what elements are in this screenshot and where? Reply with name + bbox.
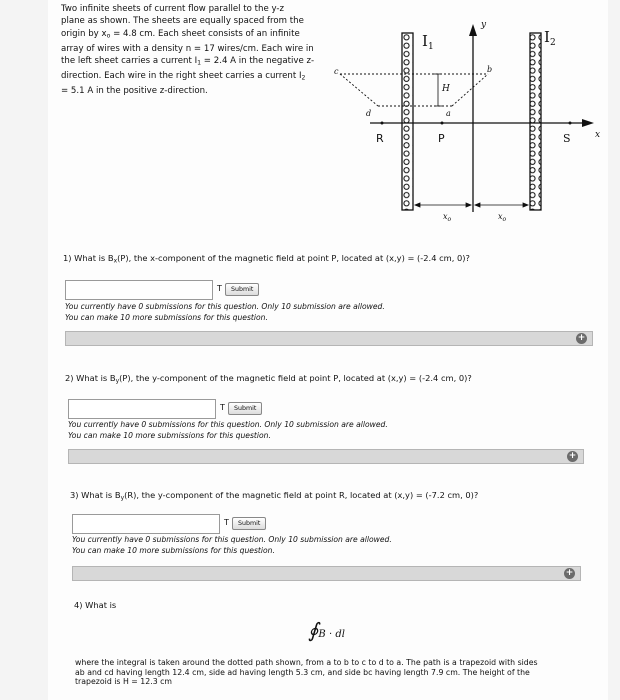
question-1-submission-note: [65, 301, 385, 323]
question-2-text: [65, 373, 472, 384]
subscript: y: [115, 377, 120, 385]
subscript: o: [106, 32, 111, 40]
point-r-marker: [381, 122, 384, 125]
dot-symbol: ·: [325, 629, 336, 640]
intro-line: = 4.8 cm. Each sheet consists of an infinite: [110, 28, 300, 39]
corner-c-label: c: [334, 67, 339, 76]
x-axis-label: x: [595, 130, 601, 140]
submission-note-line: You currently have 0 submissions for this question. Only 10 submission are allowed.: [68, 420, 388, 429]
current-sheets-diagram: [330, 0, 620, 230]
y-axis-arrow: [469, 24, 477, 36]
xo-left-label: $x_o$: [443, 212, 452, 223]
subscript: 1: [197, 59, 202, 67]
problem-statement: [61, 3, 331, 97]
path-element-symbol: dl: [335, 629, 345, 640]
question-text: 2) What is B: [65, 373, 116, 383]
unit-label: T: [224, 518, 229, 527]
question-1-answer-input[interactable]: [65, 280, 213, 300]
unit-label: T: [217, 284, 222, 293]
question-2-submission-note: [68, 419, 388, 441]
question-1-expand-bar[interactable]: [65, 331, 593, 346]
height-h-label: H: [442, 84, 450, 94]
question-1-submit-button[interactable]: Submit: [225, 283, 259, 296]
xo-right-label: $x_o$: [498, 212, 507, 223]
current-i1-label: $I_1$: [422, 32, 434, 52]
corner-a-label: a: [446, 109, 451, 118]
question-2-submit-button[interactable]: Submit: [228, 402, 262, 415]
submission-note-line: You currently have 0 submissions for this question. Only 10 submission are allowed.: [65, 302, 385, 311]
right-current-sheet: [530, 33, 541, 210]
intro-line: = 2.4 A in the negative z-: [201, 56, 315, 67]
question-text: (P), the y-component of the magnetic field at point P, located at (x,y) = (-2.4 cm, 0)?: [119, 373, 472, 383]
path-description: [75, 658, 595, 687]
left-current-sheet: [402, 33, 413, 210]
question-3-answer-input[interactable]: [72, 514, 220, 534]
point-r-label: R: [376, 132, 384, 145]
submission-note-line: You can make 10 more submissions for this question.: [68, 431, 271, 440]
corner-d-label: d: [366, 109, 372, 118]
xo-spacing-arrows: [415, 203, 528, 207]
question-text: (R), the y-component of the magnetic field at point R, located at (x,y) = (-7.2 cm, 0)?: [124, 490, 479, 500]
intro-line: Two infinite sheets of current flow parallel to the y-z: [61, 4, 285, 14]
submission-note-line: You currently have 0 submissions for this question. Only 10 submission are allowed.: [72, 535, 392, 544]
point-p-marker: [441, 122, 444, 125]
dotted-path: [340, 74, 488, 106]
question-3-text: [70, 490, 478, 501]
point-s-marker: [569, 122, 572, 125]
field-symbol: B: [318, 629, 326, 640]
question-text: 3) What is B: [70, 490, 121, 500]
description-line: trapezoid is H = 12.3 cm: [75, 677, 173, 686]
y-axis-label: y: [481, 20, 487, 30]
question-2-expand-bar[interactable]: [68, 449, 584, 464]
submission-note-line: You can make 10 more submissions for this question.: [72, 546, 275, 555]
integral-symbol: ∮: [308, 618, 319, 642]
subscript: 2: [301, 74, 306, 82]
question-1-text: [63, 253, 470, 264]
unit-label: T: [220, 403, 225, 412]
line-integral-formula: [308, 618, 345, 642]
x-axis-arrow: [582, 119, 594, 127]
intro-line: the left sheet carries a current I: [61, 56, 198, 67]
expand-plus-icon[interactable]: +: [568, 451, 577, 461]
expand-plus-icon[interactable]: +: [565, 568, 574, 578]
question-text: 1) What is B: [63, 253, 114, 263]
expand-plus-icon[interactable]: +: [577, 333, 586, 343]
current-i2-label: $I_2$: [544, 28, 556, 48]
question-3-expand-bar[interactable]: [72, 566, 581, 581]
question-3-submission-note: [72, 534, 392, 556]
intro-line: direction. Each wire in the right sheet carries a current I: [61, 71, 302, 82]
question-2-answer-input[interactable]: [68, 399, 216, 419]
intro-line: plane as shown. The sheets are equally spaced from the: [61, 16, 304, 27]
intro-line: origin by x: [61, 28, 107, 39]
corner-b-label: b: [487, 65, 493, 74]
description-line: where the integral is taken around the dotted path shown, from a to b to c to d to a. The path is a trapezoid with sides: [75, 658, 538, 667]
submission-note-line: You can make 10 more submissions for this question.: [65, 313, 268, 322]
point-p-label: P: [438, 132, 445, 145]
description-line: ab and cd having length 12.4 cm, side ad having length 5.3 cm, and side bc having length 7.9 cm. The height of the: [75, 667, 530, 677]
question-4-text: [74, 600, 116, 610]
intro-line: array of wires with a density n = 17 wires/cm. Each wire in: [61, 43, 314, 54]
subscript: x: [113, 257, 118, 265]
point-s-label: S: [563, 132, 571, 145]
height-marker: [434, 74, 442, 106]
question-text: 4) What is: [74, 600, 117, 610]
intro-line: = 5.1 A in the positive z-direction.: [61, 86, 208, 97]
question-3-submit-button[interactable]: Submit: [232, 517, 266, 530]
question-text: (P), the x-component of the magnetic field at point P, located at (x,y) = (-2.4 cm, 0)?: [117, 253, 470, 263]
subscript: y: [120, 494, 125, 502]
